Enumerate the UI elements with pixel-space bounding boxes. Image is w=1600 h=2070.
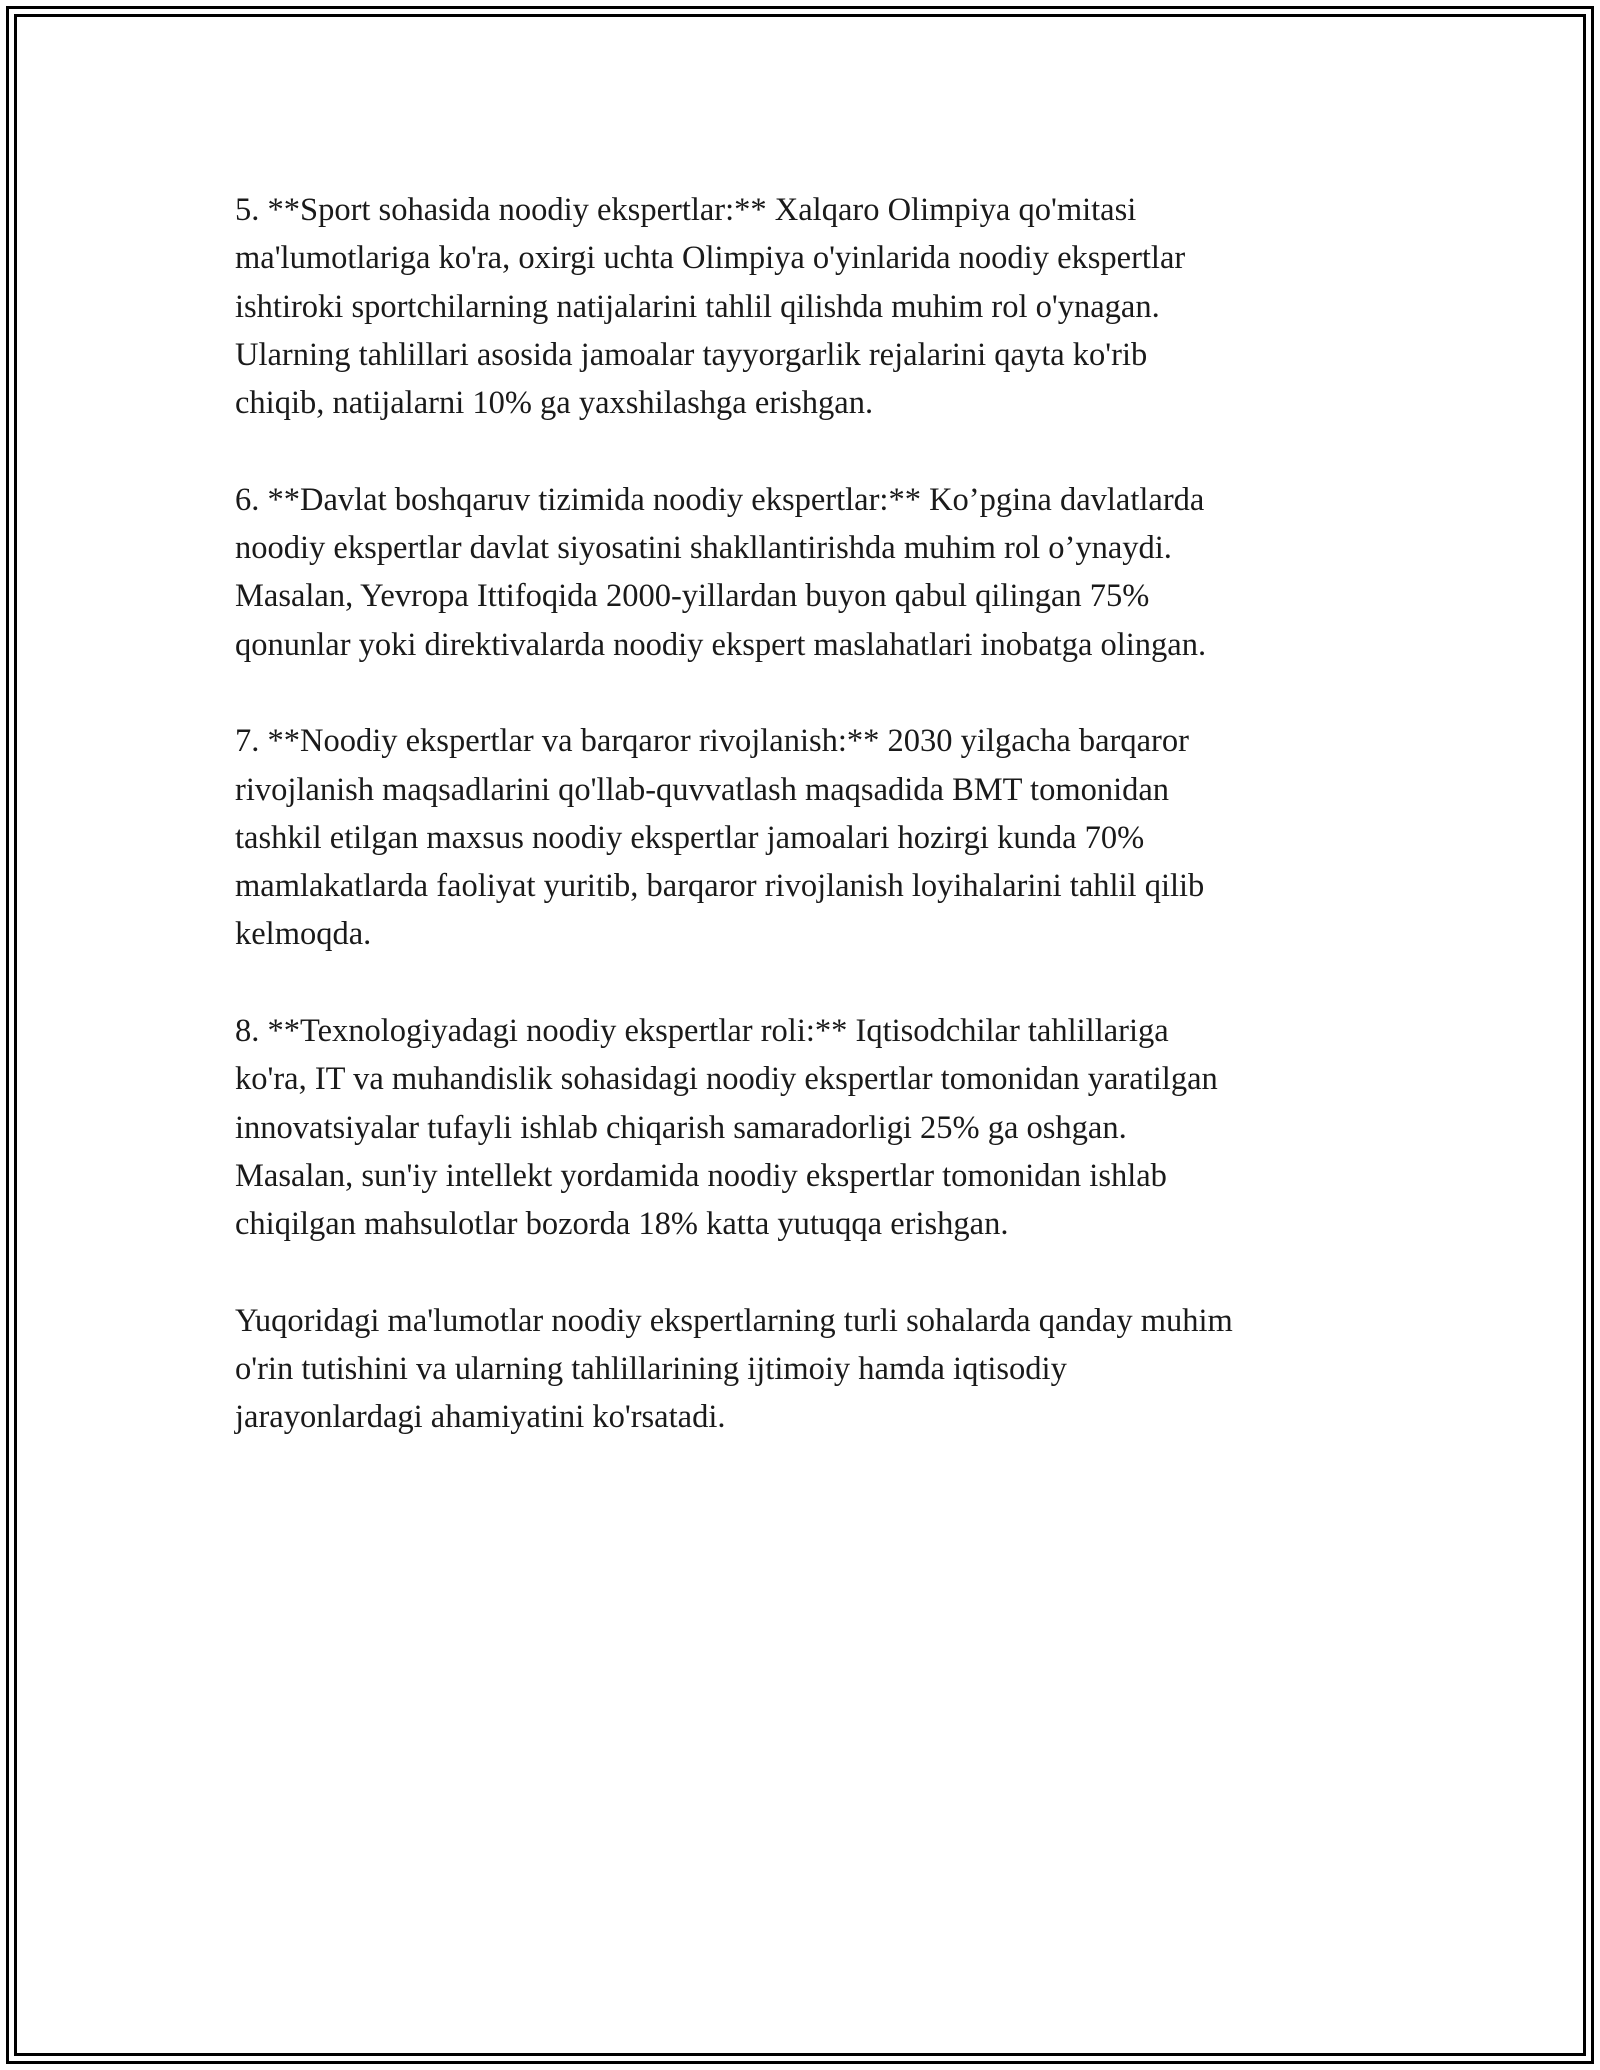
text-line: chiqilgan mahsulotlar bozorda 18% katta yutuqqa erishgan. (235, 1206, 1009, 1243)
text-line: kelmoqda. (235, 916, 372, 953)
document-body (235, 186, 1375, 1490)
text-line: 8. **Texnologiyadagi noodiy ekspertlar roli:** Iqtisodchilar tahlillariga (235, 1013, 1169, 1050)
text-line: Masalan, Yevropa Ittifoqida 2000-yillardan buyon qabul qilingan 75% (235, 578, 1150, 615)
paragraph-conclusion (235, 1297, 1375, 1442)
text-line: 6. **Davlat boshqaruv tizimida noodiy ekspertlar:** Ko’pgina davlatlarda (235, 481, 1205, 518)
text-line: Masalan, sun'iy intellekt yordamida noodiy ekspertlar tomonidan ishlab (235, 1157, 1167, 1194)
paragraph-technology (235, 1007, 1375, 1248)
paragraph-sport (235, 186, 1375, 427)
text-line: ko'ra, IT va muhandislik sohasidagi noodiy ekspertlar tomonidan yaratilgan (235, 1061, 1218, 1098)
text-line: rivojlanish maqsadlarini qo'llab-quvvatlash maqsadida BMT tomonidan (235, 771, 1170, 808)
text-line: chiqib, natijalarni 10% ga yaxshilashga erishgan. (235, 385, 874, 422)
text-line: ishtiroki sportchilarning natijalarini tahlil qilishda muhim rol o'ynagan. (235, 288, 1160, 325)
text-line: jarayonlardagi ahamiyatini ko'rsatadi. (235, 1399, 726, 1436)
text-line: tashkil etilgan maxsus noodiy ekspertlar jamoalari hozirgi kunda 70% (235, 819, 1145, 856)
text-line: mamlakatlarda faoliyat yuritib, barqaror rivojlanish loyihalarini tahlil qilib (235, 868, 1205, 905)
text-line: noodiy ekspertlar davlat siyosatini shakllantirishda muhim rol o’ynaydi. (235, 530, 1172, 567)
text-line: o'rin tutishini va ularning tahlillarining ijtimoiy hamda iqtisodiy (235, 1351, 1067, 1388)
text-line: qonunlar yoki direktivalarda noodiy ekspert maslahatlari inobatga olingan. (235, 626, 1207, 663)
text-line: 5. **Sport sohasida noodiy ekspertlar:** Xalqaro Olimpiya qo'mitasi (235, 192, 1137, 228)
text-line: Ularning tahlillari asosida jamoalar tayyorgarlik rejalarini qayta ko'rib (235, 336, 1148, 373)
paragraph-government (235, 476, 1375, 669)
text-line: innovatsiyalar tufayli ishlab chiqarish samaradorligi 25% ga oshgan. (235, 1109, 1127, 1146)
text-line: 7. **Noodiy ekspertlar va barqaror rivojlanish:** 2030 yilgacha barqaror (235, 723, 1189, 760)
text-line: Yuqoridagi ma'lumotlar noodiy ekspertlarning turli sohalarda qanday muhim (235, 1302, 1233, 1339)
paragraph-sustainable-development (235, 717, 1375, 958)
text-line: ma'lumotlariga ko'ra, oxirgi uchta Olimpiya o'yinlarida noodiy ekspertlar (235, 240, 1186, 277)
